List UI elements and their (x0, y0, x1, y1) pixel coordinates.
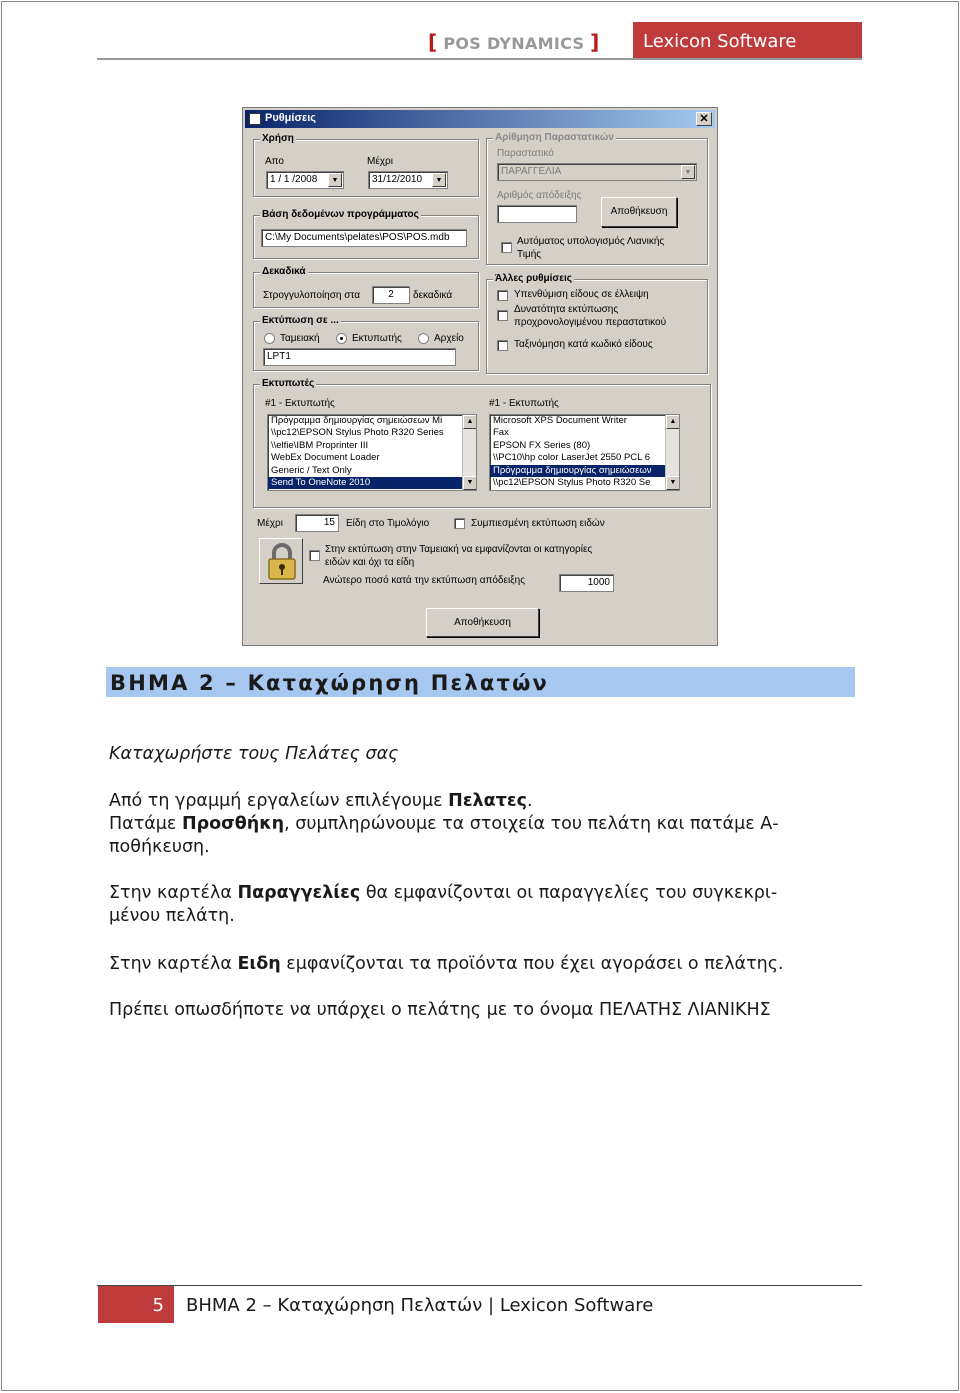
database-path-field[interactable]: C:\My Documents\pelates\POS\POS.mdb (261, 229, 467, 247)
header-product-name: POS DYNAMICS (443, 34, 585, 53)
from-date-combo[interactable] (266, 171, 344, 189)
usage-group-title: Χρήση (262, 133, 294, 144)
printer-left-list[interactable] (267, 414, 477, 491)
until-input[interactable]: 15 (295, 514, 339, 532)
printer-list-item[interactable]: WebEx Document Loader (271, 452, 380, 464)
printer-list-item[interactable]: Send To OneNote 2010 (268, 477, 476, 489)
chevron-down-icon[interactable]: ▼ (328, 173, 342, 187)
chevron-up-icon[interactable]: ▲ (666, 415, 680, 429)
paragraph-2-cont: ποθήκευση. (109, 837, 210, 857)
to-date-value: 31/12/2010 (372, 174, 423, 185)
p1-text: Από τη γραμμή εργαλείων επιλέγουμε (109, 791, 449, 811)
header-product (428, 30, 600, 54)
document-type-value: ΠΑΡΑΓΓΕΛΙΑ (501, 166, 562, 177)
chevron-down-icon[interactable]: ▼ (681, 165, 695, 179)
p3-bold: Παραγγελίες (237, 883, 361, 903)
other-settings-group-title: Άλλες ρυθμίσεις (495, 273, 572, 284)
paragraph-3-cont: μένου πελάτη. (109, 906, 235, 926)
paragraph-3 (109, 882, 777, 905)
scrollbar[interactable] (665, 415, 679, 490)
printer-list-item[interactable]: \\PC10\hp color LaserJet 2550 PCL 6 (493, 452, 651, 464)
out-of-stock-reminder-checkbox[interactable] (497, 290, 508, 301)
chevron-down-icon[interactable]: ▼ (666, 476, 680, 490)
header-bracket-close: ] (590, 30, 600, 54)
printer-list-item[interactable]: \\elfie\IBM Proprinter III (271, 439, 369, 451)
printer-right-list[interactable] (489, 414, 680, 491)
p3-rest: θα εμφανίζονται οι παραγγελίες του συγκεκρι- (360, 883, 778, 903)
auto-price-label-2: Τιμής (517, 249, 542, 260)
footer-rule (97, 1285, 862, 1286)
p4-bold: Ειδη (237, 954, 281, 974)
radio-file[interactable] (418, 333, 429, 344)
document-type-combo[interactable] (497, 163, 697, 181)
backdated-print-label-2: προχρονολογιμένου περαστατικού (514, 317, 667, 328)
to-label: Μέχρι (367, 156, 393, 167)
p1-end: . (526, 791, 533, 811)
rounding-input[interactable]: 2 (372, 286, 410, 304)
radio-file-label: Αρχείο (434, 333, 464, 344)
max-amount-label: Ανώτερο ποσό κατά την εκτύπωση απόδειξης (323, 575, 526, 586)
rounding-suffix: δεκαδικά (413, 290, 453, 301)
p3-text: Στην καρτέλα (109, 883, 238, 903)
paragraph-1 (109, 790, 533, 813)
chevron-down-icon[interactable]: ▼ (463, 476, 477, 490)
radio-printer[interactable] (336, 333, 347, 344)
receipt-number-label: Αριθμός απόδειξης (497, 190, 582, 201)
numbering-group-title: Αρίθμηση Παραστατικών (495, 132, 614, 143)
database-group-title: Βάση δεδομένων προγράμματος (262, 209, 419, 220)
printer-list-item[interactable]: \\pc12\EPSON Stylus Photo R320 Se (493, 476, 651, 488)
out-of-stock-reminder-label: Υπενθύμιση είδους σε έλλειψη (514, 289, 649, 300)
printer-left-label: #1 - Εκτυπωτής (265, 398, 335, 409)
page-number: 5 (98, 1286, 174, 1323)
until-label: Μέχρι (257, 518, 283, 529)
radio-cash-register-label: Ταμειακή (280, 333, 320, 344)
rounding-label: Στρογγυλοποίηση στα (263, 290, 361, 301)
printers-group-title: Εκτυπωτές (262, 378, 315, 389)
p2-rest: , συμπληρώνουμε τα στοιχεία του πελάτη και πατάμε Α- (284, 814, 779, 834)
paragraph-4 (109, 953, 784, 976)
p4-rest: εμφανίζονται τα προϊόντα που έχει αγοράσει ο πελάτης. (280, 954, 784, 974)
max-amount-input[interactable]: 1000 (559, 574, 614, 592)
compressed-print-label: Συμπιεσμένη εκτύπωση ειδών (471, 518, 605, 529)
chevron-up-icon[interactable]: ▲ (463, 415, 477, 429)
dialog-title: Ρυθμίσεις (265, 112, 316, 124)
printer-list-item[interactable]: Microsoft XPS Document Writer (493, 415, 627, 426)
categories-label: Στην εκτύπωση στην Ταμειακή να εμφανίζονται οι κατηγορίες (325, 544, 593, 555)
p4-text: Στην καρτέλα (109, 954, 238, 974)
categories-checkbox[interactable] (309, 550, 320, 561)
print-to-group-title: Εκτύπωση σε ... (262, 315, 339, 326)
items-invoice-label: Είδη στο Τιμολόγιο (346, 518, 430, 529)
printer-list-item[interactable]: Πρόγραμμα δημιουργίας σημειώσεων Mi (271, 415, 443, 426)
p2-text: Πατάμε (109, 814, 182, 834)
paragraph-2 (109, 813, 779, 836)
categories-label-2: ειδών και όχι τα είδη (325, 557, 415, 568)
decimals-group-title: Δεκαδικά (262, 266, 306, 277)
printer-list-item[interactable]: Generic / Text Only (271, 464, 352, 476)
printer-list-item[interactable]: Πρόγραμμα δημιουργίας σημειώσεων (490, 465, 679, 477)
port-input[interactable]: LPT1 (263, 348, 456, 366)
section-heading: ΒΗΜΑ 2 – Καταχώρηση Πελατών (110, 671, 550, 695)
numbering-save-button[interactable]: Αποθήκευση (601, 197, 677, 227)
p1-bold: Πελατες (448, 791, 527, 811)
printer-right-label: #1 - Εκτυπωτής (489, 398, 559, 409)
document-type-label: Παραστατικό (497, 148, 554, 159)
settings-dialog (242, 107, 718, 646)
app-icon (249, 113, 261, 125)
backdated-print-label: Δυνατότητα εκτύπωσης (514, 304, 619, 315)
padlock-icon[interactable] (259, 538, 303, 584)
from-date-value: 1 / 1 /2008 (270, 174, 318, 185)
scrollbar[interactable] (462, 415, 476, 490)
from-label: Απο (265, 156, 284, 167)
printer-list-item[interactable]: \\pc12\EPSON Stylus Photo R320 Series (271, 427, 444, 439)
radio-printer-label: Εκτυπωτής (352, 333, 402, 344)
padlock-icon-graphic (260, 539, 304, 585)
paragraph-5: Πρέπει οπωσδήποτε να υπάρχει ο πελάτης με το όνομα ΠΕΛΑΤΗΣ ΛΙΑΝΙΚΗΣ (109, 1000, 771, 1020)
receipt-number-input[interactable] (497, 205, 577, 223)
auto-price-checkbox[interactable] (501, 242, 512, 253)
sort-by-code-label: Ταξινόμηση κατά κωδικό είδους (514, 339, 653, 350)
sort-by-code-checkbox[interactable] (497, 340, 508, 351)
header-rule (97, 58, 862, 60)
chevron-down-icon[interactable]: ▼ (432, 173, 446, 187)
auto-price-label: Αυτόματος υπολογισμός Λιανικής (517, 236, 665, 247)
save-button[interactable]: Αποθήκευση (426, 608, 539, 637)
header-company: Lexicon Software (633, 22, 862, 58)
printer-list-item[interactable]: Fax (493, 427, 509, 439)
intro-text: Καταχωρήστε τους Πελάτες σας (109, 744, 399, 764)
close-icon[interactable]: ✕ (696, 112, 712, 126)
p2-bold: Προσθήκη (181, 814, 285, 834)
radio-cash-register[interactable] (264, 333, 275, 344)
dialog-titlebar (245, 110, 715, 128)
compressed-print-checkbox[interactable] (454, 518, 465, 529)
printer-list-item[interactable]: EPSON FX Series (80) (493, 439, 591, 451)
backdated-print-checkbox[interactable] (497, 310, 508, 321)
footer-text: ΒΗΜΑ 2 – Καταχώρηση Πελατών | Lexicon Software (186, 1295, 654, 1316)
header-bracket-open: [ (428, 30, 438, 54)
to-date-combo[interactable] (368, 171, 448, 189)
